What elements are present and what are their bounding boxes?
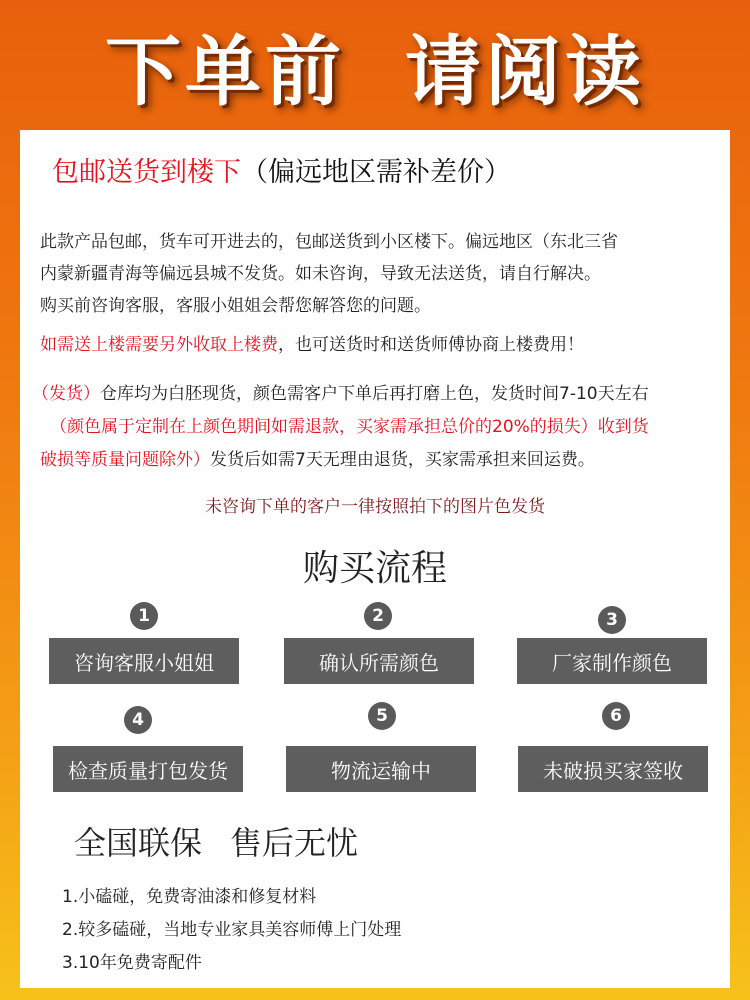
step-number: 1 xyxy=(130,602,158,630)
shipping-tag: （发货） xyxy=(32,384,100,404)
headline-black: （偏远地区需补差价） xyxy=(241,157,511,188)
warranty-title-right: 售后无忧 xyxy=(230,824,359,862)
shipping-line-1-text: 仓库均为白胚现货，颜色需客户下单后再打磨上色，发货时间7-10天左右 xyxy=(100,384,649,404)
step-number: 3 xyxy=(598,606,626,634)
step-number: 5 xyxy=(368,702,396,730)
step-number: 4 xyxy=(124,706,152,734)
shipping-line-3-black: 发货后如需7天无理由退货，买家需承担来回运费。 xyxy=(210,450,595,470)
intro-line-3: 购买前咨询客服，客服小姐姐会帮您解答您的问题。 xyxy=(40,296,431,316)
warranty-title xyxy=(74,818,358,864)
shipping-line-1 xyxy=(32,378,649,410)
step-number: 2 xyxy=(364,602,392,630)
warranty-item: 3.10年免费寄配件 xyxy=(62,953,202,973)
info-card xyxy=(20,130,730,988)
intro-line-1: 此款产品包邮，货车可开进去的，包邮送货到小区楼下。偏远地区（东北三省 xyxy=(40,232,618,252)
header-banner xyxy=(0,0,750,130)
step-number: 6 xyxy=(602,702,630,730)
step-box: 未破损买家签收 xyxy=(518,746,708,792)
banner-title-right: 请阅读 xyxy=(405,26,645,116)
warranty-item: 2.较多磕碰，当地专业家具美容师傅上门处理 xyxy=(62,920,402,940)
upstairs-fee-note xyxy=(40,329,584,361)
intro-line-2: 内蒙新疆青海等偏远县城不发货。如未咨询，导致无法送货，请自行解决。 xyxy=(40,264,601,284)
shipping-line-2: （颜色属于定制在上颜色期间如需退款，买家需承担总价的20%的损失）收到货 xyxy=(50,417,649,437)
step-box: 确认所需颜色 xyxy=(284,638,474,684)
process-title: 购买流程 xyxy=(302,548,447,589)
upstairs-fee-red: 如需送上楼需要另外收取上楼费 xyxy=(40,335,278,355)
step-box: 检查质量打包发货 xyxy=(53,746,243,792)
shipping-headline xyxy=(52,156,511,190)
step-box: 咨询客服小姐姐 xyxy=(49,638,239,684)
warranty-title-left: 全国联保 xyxy=(74,824,203,862)
upstairs-fee-black: ，也可送货时和送货师傅协商上楼费用！ xyxy=(278,335,584,355)
shipping-line-3-red: 破损等质量问题除外） xyxy=(40,450,210,470)
banner-title-left: 下单前 xyxy=(105,26,345,116)
color-notice: 未咨询下单的客户一律按照拍下的图片色发货 xyxy=(205,497,545,517)
step-box: 物流运输中 xyxy=(286,746,476,792)
warranty-item: 1.小磕碰，免费寄油漆和修复材料 xyxy=(62,887,317,907)
step-box: 厂家制作颜色 xyxy=(517,638,707,684)
shipping-line-3 xyxy=(40,444,595,476)
headline-red: 包邮送货到楼下 xyxy=(52,157,241,188)
